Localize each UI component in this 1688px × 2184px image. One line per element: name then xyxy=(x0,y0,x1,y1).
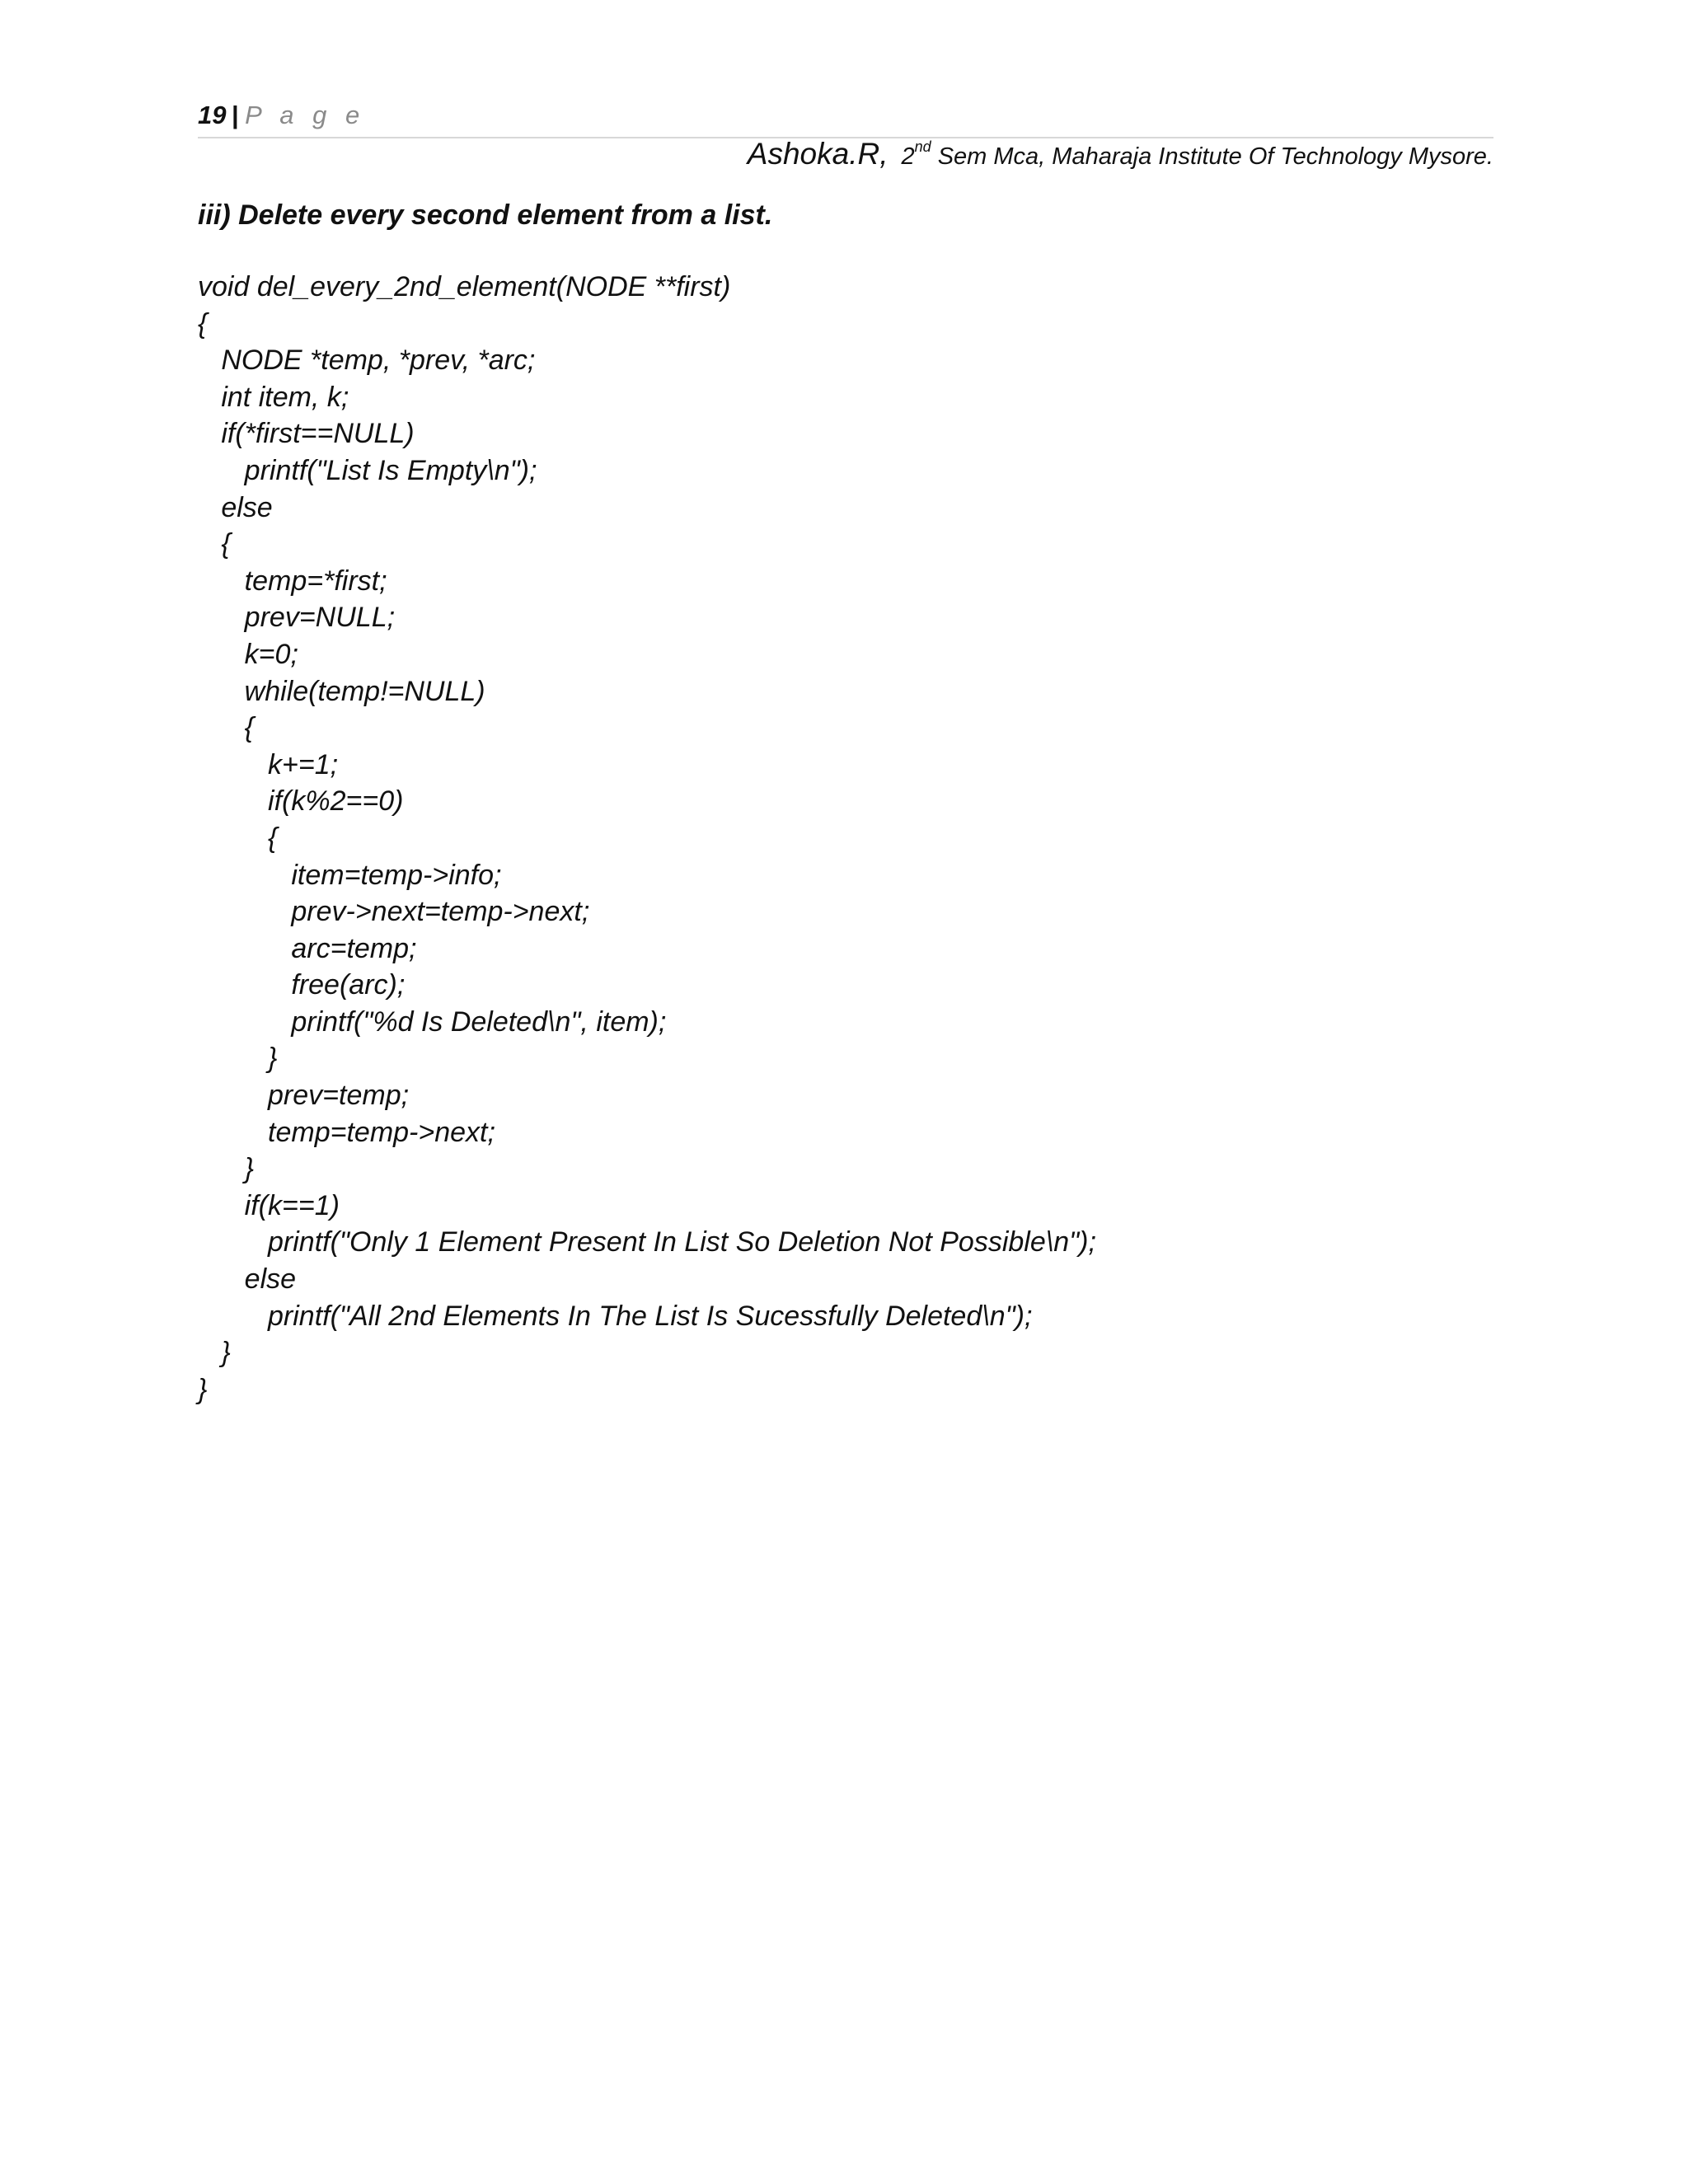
author-name: Ashoka.R, xyxy=(747,137,889,171)
code-line: } xyxy=(198,1043,278,1075)
code-line: if(k==1) xyxy=(198,1189,340,1221)
code-line: prev=temp; xyxy=(198,1080,410,1112)
page-number xyxy=(198,101,365,130)
author-line xyxy=(748,137,1493,171)
code-line: item=temp->info; xyxy=(198,859,502,891)
code-line: } xyxy=(198,1153,255,1185)
code-line: int item, k; xyxy=(198,381,349,413)
code-line: { xyxy=(198,712,255,744)
code-line: } xyxy=(198,1337,231,1369)
semester-number: 2 xyxy=(901,143,915,170)
code-line: k+=1; xyxy=(198,748,339,780)
code-line: printf("All 2nd Elements In The List Is Sucessfully Deleted\n"); xyxy=(198,1300,1033,1332)
code-line: if(*first==NULL) xyxy=(198,418,415,450)
author-semester xyxy=(901,138,931,170)
code-line: if(k%2==0) xyxy=(198,785,404,818)
code-line: { xyxy=(198,822,278,854)
page-number-separator: | xyxy=(231,101,239,129)
page-number-value: 19 xyxy=(198,101,227,129)
code-line: NODE *temp, *prev, *arc; xyxy=(198,344,536,377)
section-heading: iii) Delete every second element from a list. xyxy=(198,199,773,231)
code-line: else xyxy=(198,1263,297,1296)
code-line: temp=temp->next; xyxy=(198,1116,495,1148)
code-line: arc=temp; xyxy=(198,932,417,964)
code-line: printf("List Is Empty\n"); xyxy=(198,454,537,486)
code-line: printf("%d Is Deleted\n", item); xyxy=(198,1005,667,1038)
code-line: { xyxy=(198,528,231,560)
code-line: prev=NULL; xyxy=(198,602,396,634)
code-line: k=0; xyxy=(198,638,298,670)
semester-suffix: nd xyxy=(914,138,931,156)
page-header xyxy=(198,97,1493,138)
code-line: else xyxy=(198,491,273,523)
code-line: void del_every_2nd_element(NODE **first) xyxy=(198,271,731,302)
code-line: while(temp!=NULL) xyxy=(198,675,485,707)
code-line: printf("Only 1 Element Present In List So Deletion Not Possible\n"); xyxy=(198,1226,1096,1258)
code-line: prev->next=temp->next; xyxy=(198,896,590,928)
code-line: { xyxy=(198,307,208,340)
code-line: temp=*first; xyxy=(198,565,387,597)
code-line: free(arc); xyxy=(198,969,406,1001)
page-label: P a g e xyxy=(245,101,366,129)
code-line: } xyxy=(198,1373,208,1405)
author-institute: Sem Mca, Maharaja Institute Of Technology Mysore. xyxy=(931,143,1493,170)
code-block xyxy=(198,269,1096,1408)
